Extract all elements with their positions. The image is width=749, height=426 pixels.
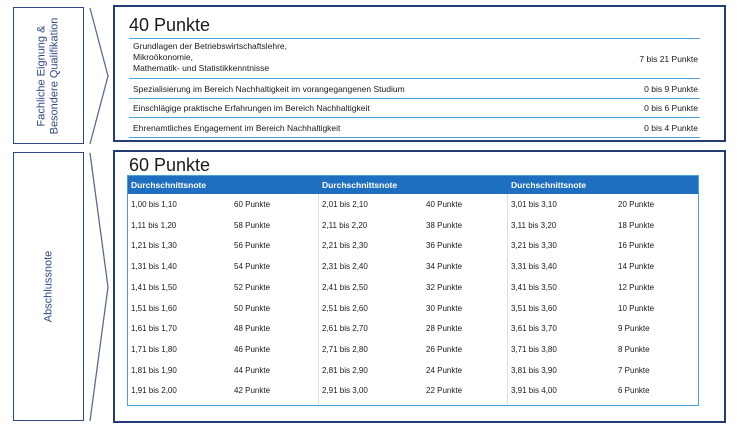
grade-range-cell: 3,21 bis 3,30	[511, 241, 557, 251]
grade-points-cell: 10 Punkte	[618, 303, 655, 313]
grade-points-cell: 56 Punkte	[234, 241, 271, 251]
criterion-row	[133, 103, 698, 114]
criterion-points: 0 bis 9 Punkte	[644, 84, 698, 94]
grade-points-cell: 44 Punkte	[234, 365, 271, 375]
grade-points-cell: 8 Punkte	[618, 344, 650, 354]
column-divider	[507, 194, 508, 405]
grades-panel	[113, 150, 726, 423]
criterion-text: Mikroökonomie,	[133, 52, 193, 62]
grade-points-cell: 20 Punkte	[618, 200, 655, 209]
grade-table-header	[128, 176, 698, 194]
grade-points-cell: 6 Punkte	[618, 386, 650, 396]
grade-range-cell: 3,41 bis 3,50	[511, 282, 557, 292]
criterion-points: 0 bis 6 Punkte	[644, 103, 698, 113]
row-divider	[129, 98, 700, 99]
row-divider	[129, 78, 700, 79]
grade-points-cell: 9 Punkte	[618, 324, 650, 334]
grade-table	[127, 175, 699, 406]
grade-range-cell: 3,51 bis 3,60	[511, 303, 557, 313]
grade-range-cell: 2,21 bis 2,30	[322, 241, 368, 251]
grade-points-cell: 7 Punkte	[618, 365, 650, 375]
criterion-text: Einschlägige praktische Erfahrungen im Bereich Nachhaltigkeit	[133, 103, 370, 113]
grade-range-cell: 3,81 bis 3,90	[511, 365, 557, 375]
grade-points-cell: 12 Punkte	[618, 282, 655, 292]
grade-range-cell: 3,31 bis 3,40	[511, 262, 557, 272]
grade-range-cell: 2,81 bis 2,90	[322, 365, 368, 375]
grade-points-cell: 16 Punkte	[618, 241, 655, 251]
column-header: Durchschnittsnote	[322, 180, 398, 190]
criterion-row	[133, 84, 698, 95]
grade-points-cell: 54 Punkte	[234, 262, 271, 272]
grade-range-cell: 1,21 bis 1,30	[131, 241, 177, 251]
grade-points-cell: 18 Punkte	[618, 220, 655, 230]
qualification-side-label	[13, 7, 84, 144]
grade-range-cell: 1,81 bis 1,90	[131, 365, 177, 375]
chevron-arrow-icon	[88, 7, 110, 146]
grade-range-cell: 3,71 bis 3,80	[511, 344, 557, 354]
grade-range-cell: 1,71 bis 1,80	[131, 344, 177, 354]
grade-range-cell: 1,11 bis 1,20	[131, 220, 177, 230]
qualification-panel	[113, 5, 726, 142]
grade-points-cell: 28 Punkte	[426, 324, 463, 334]
row-divider	[129, 117, 700, 118]
grade-points-cell: 32 Punkte	[426, 282, 463, 292]
grade-range-cell: 2,41 bis 2,50	[322, 282, 368, 292]
title-divider	[129, 38, 700, 39]
side-label-line-1: Fachliche Eignung &	[35, 25, 48, 126]
grade-points-cell: 24 Punkte	[426, 365, 463, 375]
chevron-arrow-icon	[88, 152, 110, 423]
grade-points-cell: 36 Punkte	[426, 241, 463, 251]
grade-points-cell: 34 Punkte	[426, 262, 463, 272]
grade-range-cell: 3,61 bis 3,70	[511, 324, 557, 334]
grade-points-cell: 38 Punkte	[426, 220, 463, 230]
grade-range-cell: 3,91 bis 4,00	[511, 386, 557, 396]
grade-range-cell: 2,71 bis 2,80	[322, 344, 368, 354]
grade-range-cell: 2,91 bis 3,00	[322, 386, 368, 396]
grade-points-cell: 14 Punkte	[618, 262, 655, 272]
grade-points-cell: 52 Punkte	[234, 282, 271, 292]
grade-points-cell: 30 Punkte	[426, 303, 463, 313]
column-header: Durchschnittsnote	[131, 180, 207, 190]
criterion-text: Ehrenamtliches Engagement im Bereich Nachhaltigkeit	[133, 123, 341, 133]
qualification-side-label-text	[36, 17, 62, 134]
side-label-line-2: Besondere Qualifikation	[48, 17, 61, 134]
grade-points-cell: 58 Punkte	[234, 220, 271, 230]
row-divider	[129, 137, 700, 138]
grade-range-cell: 3,11 bis 3,20	[511, 220, 557, 230]
criterion-text: Grundlagen der Betriebswirtschaftslehre,	[133, 41, 288, 51]
grade-range-cell: 2,11 bis 2,20	[322, 220, 368, 230]
grades-side-label-text: Abschlussnote	[42, 250, 55, 323]
grade-points-cell: 22 Punkte	[426, 386, 463, 396]
grade-points-cell: 42 Punkte	[234, 386, 271, 396]
criterion-points: 0 bis 4 Punkte	[644, 123, 698, 133]
grades-title: 60 Punkte	[129, 155, 211, 175]
grade-range-cell: 1,31 bis 1,40	[131, 262, 177, 272]
grades-side-label	[13, 152, 84, 421]
grade-points-cell: 40 Punkte	[426, 200, 463, 209]
criterion-points: 7 bis 21 Punkte	[639, 54, 698, 64]
grade-range-cell: 2,61 bis 2,70	[322, 324, 368, 334]
criterion-row	[133, 41, 698, 74]
grade-range-cell: 1,51 bis 1,60	[131, 303, 177, 313]
column-divider	[318, 194, 319, 405]
criterion-row	[133, 123, 698, 134]
grade-range-cell: 2,31 bis 2,40	[322, 262, 368, 272]
grade-points-cell: 26 Punkte	[426, 344, 463, 354]
grade-range-cell: 2,51 bis 2,60	[322, 303, 368, 313]
grade-range-cell: 1,91 bis 2,00	[131, 386, 177, 396]
grade-range-cell: 1,61 bis 1,70	[131, 324, 177, 334]
grade-points-cell: 46 Punkte	[234, 344, 271, 354]
column-header: Durchschnittsnote	[511, 180, 587, 190]
grade-points-cell: 50 Punkte	[234, 303, 271, 313]
grade-range-cell: 3,01 bis 3,10	[511, 200, 557, 209]
grade-points-cell: 48 Punkte	[234, 324, 271, 334]
grade-points-cell: 60 Punkte	[234, 200, 271, 209]
criterion-text: Mathematik- und Statistikkenntnisse	[133, 63, 270, 73]
grade-range-cell: 1,00 bis 1,10	[131, 200, 177, 209]
grade-range-cell: 2,01 bis 2,10	[322, 200, 368, 209]
grade-range-cell: 1,41 bis 1,50	[131, 282, 177, 292]
criterion-text: Spezialisierung im Bereich Nachhaltigkeit im vorangegangenen Studium	[133, 84, 405, 94]
qualification-title: 40 Punkte	[129, 15, 211, 35]
